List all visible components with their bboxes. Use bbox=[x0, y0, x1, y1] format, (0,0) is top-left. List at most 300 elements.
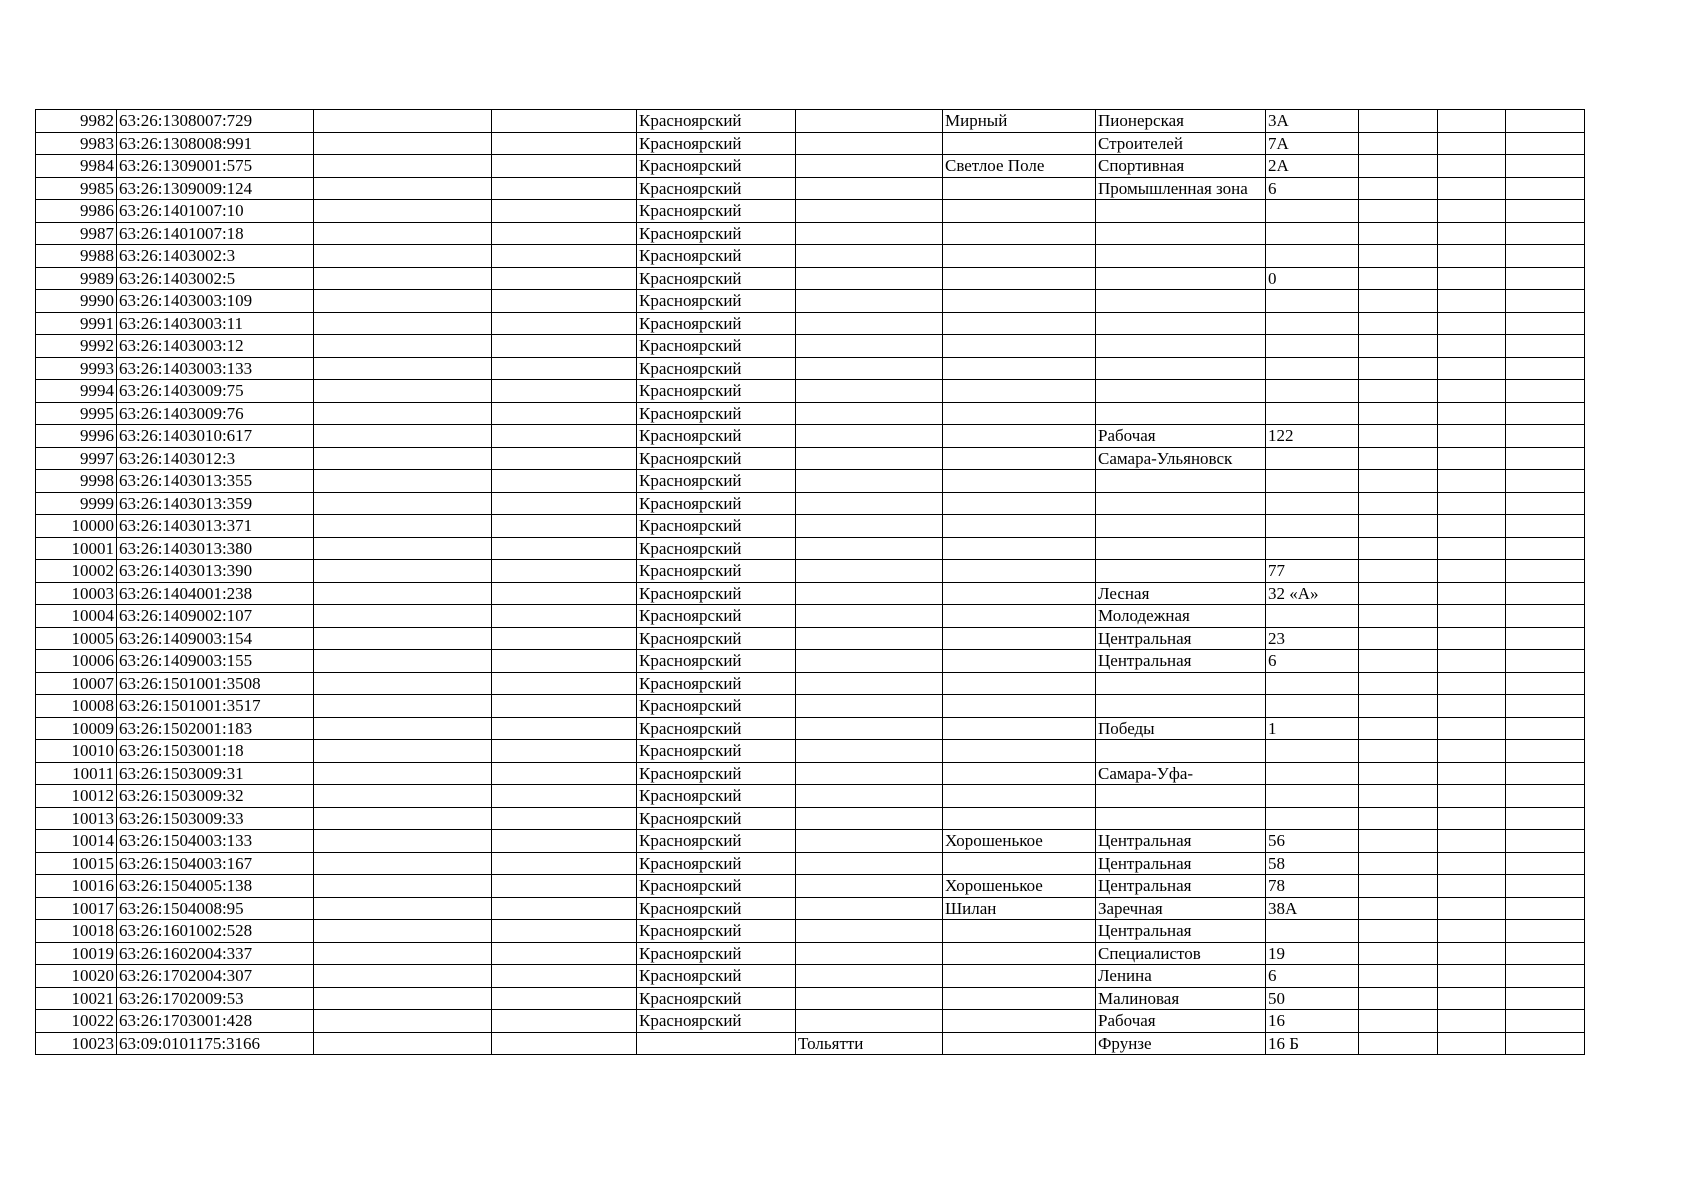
table-cell: Красноярский bbox=[637, 560, 796, 583]
table-row bbox=[36, 762, 1585, 785]
table-cell bbox=[314, 582, 492, 605]
table-cell bbox=[1506, 470, 1585, 493]
table-cell: 10014 bbox=[36, 830, 117, 853]
table-cell: Центральная bbox=[1096, 920, 1266, 943]
table-cell bbox=[1438, 875, 1506, 898]
table-cell: Красноярский bbox=[637, 627, 796, 650]
table-cell bbox=[796, 605, 943, 628]
table-cell bbox=[943, 267, 1096, 290]
table-cell bbox=[796, 830, 943, 853]
table-cell bbox=[943, 582, 1096, 605]
table-cell: Рабочая bbox=[1096, 1010, 1266, 1033]
table-cell bbox=[1506, 717, 1585, 740]
table-cell: 63:26:1403003:133 bbox=[117, 357, 314, 380]
table-cell: 16 Б bbox=[1266, 1032, 1359, 1055]
table-cell bbox=[1506, 965, 1585, 988]
table-cell: 63:26:1504003:167 bbox=[117, 852, 314, 875]
table-cell bbox=[492, 267, 637, 290]
table-cell: 63:26:1308007:729 bbox=[117, 110, 314, 133]
table-cell: 10001 bbox=[36, 537, 117, 560]
table-cell bbox=[1438, 672, 1506, 695]
table-row bbox=[36, 1032, 1585, 1055]
table-cell bbox=[1266, 605, 1359, 628]
table-cell bbox=[1266, 380, 1359, 403]
table-cell bbox=[314, 357, 492, 380]
table-cell: 32 «А» bbox=[1266, 582, 1359, 605]
table-row bbox=[36, 537, 1585, 560]
table-cell: 10021 bbox=[36, 987, 117, 1010]
table-cell bbox=[796, 267, 943, 290]
table-cell: Красноярский bbox=[637, 965, 796, 988]
table-cell: 10023 bbox=[36, 1032, 117, 1055]
table-row bbox=[36, 627, 1585, 650]
table-cell: 10008 bbox=[36, 695, 117, 718]
table-row bbox=[36, 852, 1585, 875]
table-row bbox=[36, 312, 1585, 335]
table-cell bbox=[1506, 200, 1585, 223]
table-cell bbox=[1266, 357, 1359, 380]
table-cell bbox=[1359, 177, 1438, 200]
table-cell bbox=[796, 222, 943, 245]
table-cell bbox=[314, 335, 492, 358]
table-cell bbox=[1266, 222, 1359, 245]
table-cell bbox=[314, 267, 492, 290]
table-row bbox=[36, 1010, 1585, 1033]
table-row bbox=[36, 492, 1585, 515]
table-cell: Красноярский bbox=[637, 582, 796, 605]
table-cell bbox=[1359, 695, 1438, 718]
table-cell bbox=[943, 1032, 1096, 1055]
table-cell bbox=[1506, 425, 1585, 448]
table-cell: Центральная bbox=[1096, 650, 1266, 673]
table-cell bbox=[1438, 110, 1506, 133]
table-cell: Ленина bbox=[1096, 965, 1266, 988]
table-cell bbox=[492, 245, 637, 268]
table-cell bbox=[943, 380, 1096, 403]
table-body bbox=[36, 110, 1585, 1055]
table-cell bbox=[1438, 357, 1506, 380]
table-cell bbox=[796, 695, 943, 718]
table-cell: 9994 bbox=[36, 380, 117, 403]
table-cell bbox=[314, 515, 492, 538]
table-cell bbox=[1096, 515, 1266, 538]
table-row bbox=[36, 177, 1585, 200]
table-cell: 9982 bbox=[36, 110, 117, 133]
table-cell bbox=[796, 785, 943, 808]
table-cell bbox=[1359, 942, 1438, 965]
table-cell bbox=[314, 425, 492, 448]
table-cell bbox=[314, 380, 492, 403]
table-cell bbox=[1506, 267, 1585, 290]
table-cell bbox=[796, 312, 943, 335]
table-cell: Красноярский bbox=[637, 177, 796, 200]
table-cell: 63:26:1403003:11 bbox=[117, 312, 314, 335]
table-cell: 9988 bbox=[36, 245, 117, 268]
table-cell bbox=[1359, 582, 1438, 605]
table-row bbox=[36, 582, 1585, 605]
table-row bbox=[36, 942, 1585, 965]
table-cell: 63:26:1702004:307 bbox=[117, 965, 314, 988]
table-row bbox=[36, 222, 1585, 245]
table-cell bbox=[943, 177, 1096, 200]
table-cell bbox=[314, 1010, 492, 1033]
table-cell bbox=[1506, 852, 1585, 875]
table-cell bbox=[943, 965, 1096, 988]
table-cell bbox=[1096, 695, 1266, 718]
table-cell: Красноярский bbox=[637, 380, 796, 403]
table-cell: 63:26:1403003:109 bbox=[117, 290, 314, 313]
table-cell: Спортивная bbox=[1096, 155, 1266, 178]
table-cell bbox=[1506, 875, 1585, 898]
table-cell bbox=[492, 380, 637, 403]
table-cell bbox=[314, 155, 492, 178]
table-cell: Заречная bbox=[1096, 897, 1266, 920]
table-cell bbox=[1438, 470, 1506, 493]
table-cell: Красноярский bbox=[637, 447, 796, 470]
table-cell: 63:26:1403013:359 bbox=[117, 492, 314, 515]
table-cell bbox=[796, 492, 943, 515]
table-cell bbox=[943, 200, 1096, 223]
table-cell: 9993 bbox=[36, 357, 117, 380]
table-cell bbox=[492, 1032, 637, 1055]
table-cell: 63:26:1404001:238 bbox=[117, 582, 314, 605]
table-row bbox=[36, 672, 1585, 695]
table-cell: Центральная bbox=[1096, 852, 1266, 875]
table-cell: 78 bbox=[1266, 875, 1359, 898]
table-cell bbox=[1359, 425, 1438, 448]
table-cell bbox=[1359, 402, 1438, 425]
table-cell bbox=[943, 942, 1096, 965]
table-cell: 63:26:1504008:95 bbox=[117, 897, 314, 920]
table-cell bbox=[943, 785, 1096, 808]
table-cell: Хорошенькое bbox=[943, 830, 1096, 853]
table-cell: Красноярский bbox=[637, 470, 796, 493]
table-cell bbox=[492, 515, 637, 538]
table-cell bbox=[943, 1010, 1096, 1033]
table-cell bbox=[796, 380, 943, 403]
table-cell bbox=[1096, 402, 1266, 425]
table-cell bbox=[492, 650, 637, 673]
table-cell bbox=[796, 132, 943, 155]
table-cell bbox=[1266, 470, 1359, 493]
table-cell bbox=[314, 897, 492, 920]
table-cell bbox=[492, 920, 637, 943]
table-cell bbox=[1438, 920, 1506, 943]
table-cell bbox=[1266, 312, 1359, 335]
table-cell: Красноярский bbox=[637, 132, 796, 155]
table-cell bbox=[492, 537, 637, 560]
table-cell bbox=[1438, 1010, 1506, 1033]
table-row bbox=[36, 245, 1585, 268]
table-cell bbox=[796, 717, 943, 740]
table-cell bbox=[1266, 200, 1359, 223]
table-cell bbox=[1506, 155, 1585, 178]
table-cell bbox=[314, 245, 492, 268]
table-cell bbox=[1438, 987, 1506, 1010]
table-cell: 63:26:1309009:124 bbox=[117, 177, 314, 200]
table-cell: 63:26:1501001:3517 bbox=[117, 695, 314, 718]
table-cell bbox=[1096, 335, 1266, 358]
table-cell: Красноярский bbox=[637, 110, 796, 133]
table-cell bbox=[1438, 537, 1506, 560]
table-cell bbox=[1438, 740, 1506, 763]
table-cell bbox=[492, 875, 637, 898]
table-cell bbox=[314, 627, 492, 650]
table-cell: 9990 bbox=[36, 290, 117, 313]
table-cell: 10012 bbox=[36, 785, 117, 808]
table-cell bbox=[1359, 987, 1438, 1010]
table-cell: 9996 bbox=[36, 425, 117, 448]
table-cell bbox=[314, 110, 492, 133]
table-row bbox=[36, 717, 1585, 740]
table-cell: 63:26:1703001:428 bbox=[117, 1010, 314, 1033]
table-cell bbox=[1266, 695, 1359, 718]
table-cell bbox=[1506, 177, 1585, 200]
table-cell bbox=[1506, 987, 1585, 1010]
table-cell: 10018 bbox=[36, 920, 117, 943]
table-cell: Центральная bbox=[1096, 875, 1266, 898]
table-cell bbox=[1359, 1010, 1438, 1033]
table-cell bbox=[796, 402, 943, 425]
table-cell bbox=[314, 605, 492, 628]
table-cell bbox=[1506, 335, 1585, 358]
table-cell bbox=[943, 132, 1096, 155]
table-row bbox=[36, 897, 1585, 920]
table-cell bbox=[1266, 245, 1359, 268]
table-cell: Красноярский bbox=[637, 695, 796, 718]
table-cell bbox=[1359, 245, 1438, 268]
table-cell: 9998 bbox=[36, 470, 117, 493]
table-cell bbox=[796, 515, 943, 538]
table-row bbox=[36, 200, 1585, 223]
table-cell: 63:26:1403002:5 bbox=[117, 267, 314, 290]
table-cell: Красноярский bbox=[637, 245, 796, 268]
table-cell: 63:26:1403010:617 bbox=[117, 425, 314, 448]
table-cell bbox=[796, 290, 943, 313]
table-cell: 63:26:1401007:10 bbox=[117, 200, 314, 223]
table-cell bbox=[1506, 897, 1585, 920]
table-cell bbox=[1266, 785, 1359, 808]
table-cell: 38А bbox=[1266, 897, 1359, 920]
table-cell bbox=[492, 942, 637, 965]
table-cell: Красноярский bbox=[637, 920, 796, 943]
table-cell: 63:26:1601002:528 bbox=[117, 920, 314, 943]
table-cell bbox=[796, 177, 943, 200]
table-cell bbox=[943, 537, 1096, 560]
table-cell bbox=[1359, 155, 1438, 178]
table-cell bbox=[796, 807, 943, 830]
table-cell bbox=[1438, 785, 1506, 808]
table-cell: 0 bbox=[1266, 267, 1359, 290]
table-cell: 63:26:1503001:18 bbox=[117, 740, 314, 763]
table-cell bbox=[1359, 852, 1438, 875]
table-cell bbox=[796, 965, 943, 988]
table-cell: 63:26:1403013:355 bbox=[117, 470, 314, 493]
table-cell: 56 bbox=[1266, 830, 1359, 853]
table-cell bbox=[943, 357, 1096, 380]
table-cell bbox=[1359, 290, 1438, 313]
table-cell bbox=[1266, 290, 1359, 313]
table-cell bbox=[314, 447, 492, 470]
table-cell bbox=[1266, 335, 1359, 358]
table-cell bbox=[943, 987, 1096, 1010]
table-cell bbox=[637, 1032, 796, 1055]
table-cell bbox=[1506, 695, 1585, 718]
table-cell bbox=[1438, 515, 1506, 538]
table-cell bbox=[1359, 560, 1438, 583]
table-cell: Красноярский bbox=[637, 200, 796, 223]
table-row bbox=[36, 920, 1585, 943]
table-cell: 63:26:1504005:138 bbox=[117, 875, 314, 898]
table-row bbox=[36, 155, 1585, 178]
table-cell: 63:26:1401007:18 bbox=[117, 222, 314, 245]
table-cell bbox=[796, 335, 943, 358]
table-cell bbox=[1359, 965, 1438, 988]
table-cell bbox=[492, 177, 637, 200]
table-cell bbox=[492, 312, 637, 335]
table-cell bbox=[1438, 852, 1506, 875]
table-cell bbox=[1359, 740, 1438, 763]
table-cell bbox=[492, 335, 637, 358]
table-cell: Красноярский bbox=[637, 402, 796, 425]
table-cell bbox=[796, 245, 943, 268]
table-cell: Красноярский bbox=[637, 672, 796, 695]
table-cell bbox=[1359, 762, 1438, 785]
table-cell bbox=[1506, 222, 1585, 245]
table-cell bbox=[1096, 740, 1266, 763]
table-cell bbox=[796, 852, 943, 875]
table-row bbox=[36, 267, 1585, 290]
table-cell: 10007 bbox=[36, 672, 117, 695]
table-cell bbox=[1506, 560, 1585, 583]
table-cell bbox=[492, 807, 637, 830]
table-cell bbox=[1266, 672, 1359, 695]
table-cell bbox=[1359, 470, 1438, 493]
table-cell bbox=[1266, 740, 1359, 763]
table-cell bbox=[796, 357, 943, 380]
table-cell bbox=[1359, 807, 1438, 830]
table-cell: Промышленная зона bbox=[1096, 177, 1266, 200]
table-cell: 10009 bbox=[36, 717, 117, 740]
table-cell bbox=[492, 605, 637, 628]
table-cell bbox=[1438, 560, 1506, 583]
table-cell bbox=[1506, 1032, 1585, 1055]
table-cell bbox=[943, 312, 1096, 335]
table-cell bbox=[943, 740, 1096, 763]
table-cell bbox=[1438, 897, 1506, 920]
table-cell: Красноярский bbox=[637, 425, 796, 448]
table-cell bbox=[1438, 380, 1506, 403]
table-cell bbox=[1438, 447, 1506, 470]
table-cell: 63:26:1409003:154 bbox=[117, 627, 314, 650]
table-cell bbox=[1506, 110, 1585, 133]
table-row bbox=[36, 132, 1585, 155]
table-row bbox=[36, 110, 1585, 133]
table-cell bbox=[314, 965, 492, 988]
table-cell bbox=[943, 335, 1096, 358]
table-cell bbox=[1438, 762, 1506, 785]
table-cell: 6 bbox=[1266, 965, 1359, 988]
table-cell bbox=[1266, 447, 1359, 470]
table-cell bbox=[492, 110, 637, 133]
table-cell bbox=[1506, 132, 1585, 155]
table-cell: Светлое Поле bbox=[943, 155, 1096, 178]
table-cell: 10004 bbox=[36, 605, 117, 628]
table-cell: 9995 bbox=[36, 402, 117, 425]
table-cell bbox=[943, 402, 1096, 425]
table-cell: 19 bbox=[1266, 942, 1359, 965]
table-cell bbox=[796, 560, 943, 583]
table-cell bbox=[943, 560, 1096, 583]
table-cell bbox=[1506, 537, 1585, 560]
table-cell bbox=[1506, 582, 1585, 605]
table-cell bbox=[314, 470, 492, 493]
table-cell bbox=[1438, 312, 1506, 335]
table-cell bbox=[1359, 830, 1438, 853]
table-cell bbox=[1096, 245, 1266, 268]
table-cell bbox=[492, 357, 637, 380]
table-cell: 10015 bbox=[36, 852, 117, 875]
table-cell bbox=[1438, 245, 1506, 268]
table-cell: 63:26:1403013:390 bbox=[117, 560, 314, 583]
table-cell: Хорошенькое bbox=[943, 875, 1096, 898]
table-cell: 10003 bbox=[36, 582, 117, 605]
table-cell bbox=[943, 492, 1096, 515]
table-cell: 10022 bbox=[36, 1010, 117, 1033]
table-cell: 7А bbox=[1266, 132, 1359, 155]
table-cell bbox=[492, 852, 637, 875]
table-cell bbox=[1359, 492, 1438, 515]
table-cell: Лесная bbox=[1096, 582, 1266, 605]
table-cell bbox=[1506, 492, 1585, 515]
table-cell bbox=[492, 222, 637, 245]
table-cell bbox=[492, 155, 637, 178]
table-cell bbox=[314, 875, 492, 898]
table-cell bbox=[1096, 312, 1266, 335]
table-cell: Красноярский bbox=[637, 852, 796, 875]
table-cell: Красноярский bbox=[637, 785, 796, 808]
table-cell: Малиновая bbox=[1096, 987, 1266, 1010]
table-cell bbox=[1438, 942, 1506, 965]
table-cell bbox=[1096, 492, 1266, 515]
table-cell bbox=[1438, 200, 1506, 223]
table-row bbox=[36, 605, 1585, 628]
table-cell bbox=[492, 200, 637, 223]
table-cell bbox=[1359, 897, 1438, 920]
table-cell bbox=[1438, 1032, 1506, 1055]
table-cell bbox=[314, 312, 492, 335]
table-cell bbox=[492, 492, 637, 515]
table-cell bbox=[943, 717, 1096, 740]
table-cell bbox=[1506, 605, 1585, 628]
table-cell bbox=[314, 942, 492, 965]
table-cell bbox=[1096, 672, 1266, 695]
table-cell: Рабочая bbox=[1096, 425, 1266, 448]
table-row bbox=[36, 987, 1585, 1010]
table-cell bbox=[796, 200, 943, 223]
table-cell bbox=[314, 200, 492, 223]
table-cell bbox=[1506, 1010, 1585, 1033]
table-cell bbox=[1096, 560, 1266, 583]
table-row bbox=[36, 380, 1585, 403]
table-cell bbox=[943, 515, 1096, 538]
table-cell bbox=[796, 582, 943, 605]
table-row bbox=[36, 470, 1585, 493]
table-cell bbox=[1438, 965, 1506, 988]
table-cell bbox=[1438, 582, 1506, 605]
table-cell: 9999 bbox=[36, 492, 117, 515]
table-cell: Красноярский bbox=[637, 830, 796, 853]
